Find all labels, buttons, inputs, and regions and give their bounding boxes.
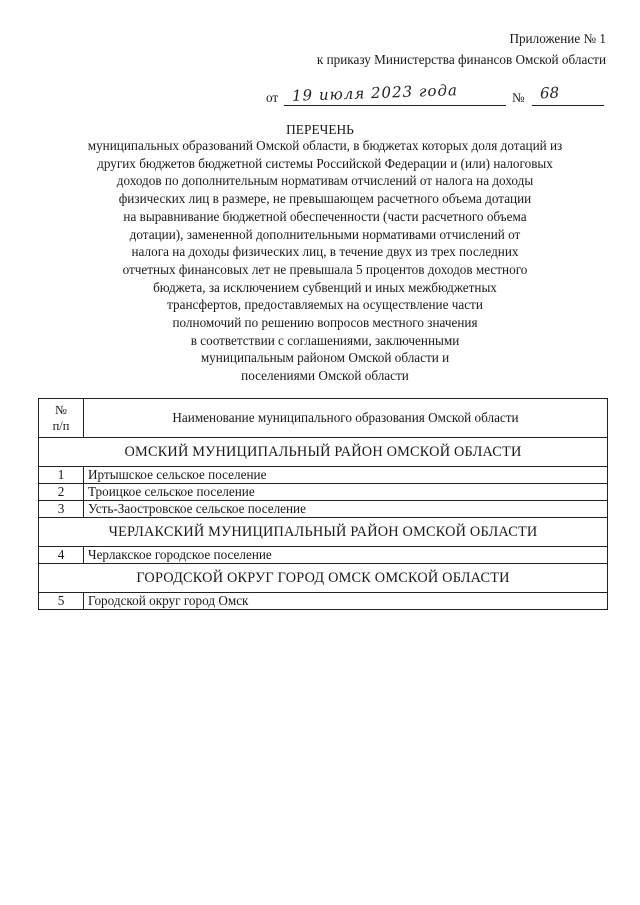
- order-date-prefix: от: [266, 90, 279, 105]
- heading-line: в соответствии с соглашениями, заключенными: [190, 332, 460, 348]
- header-number: [39, 399, 84, 438]
- group-title: ГОРОДСКОЙ ОКРУГ ГОРОД ОМСК ОМСКОЙ ОБЛАСТИ: [39, 564, 608, 593]
- document-title: ПЕРЕЧЕНЬ: [286, 122, 354, 137]
- table-row: [39, 547, 608, 564]
- document-heading: [30, 137, 620, 385]
- heading-line: трансфертов, предоставляемых на осуществление части: [167, 297, 483, 313]
- table-row: [39, 593, 608, 610]
- heading-line: налога на доходы физических лиц, в течение двух из трех последних: [131, 244, 519, 260]
- municipalities-table: [38, 398, 608, 610]
- header-name: Наименование муниципального образования Омской области: [84, 399, 608, 438]
- group-row: [39, 518, 608, 547]
- table-row: [39, 467, 608, 484]
- group-title: ОМСКИЙ МУНИЦИПАЛЬНЫЙ РАЙОН ОМСКОЙ ОБЛАСТИ: [39, 438, 608, 467]
- heading-line: на выравнивание бюджетной обеспеченности (части расчетного объема: [123, 208, 527, 224]
- group-row: [39, 564, 608, 593]
- municipality-name: Усть-Заостровское сельское поселение: [84, 501, 608, 518]
- table-row: [39, 501, 608, 518]
- group-row: [39, 438, 608, 467]
- heading-line: дотации), замененной дополнительными нормативами отчислений от: [129, 226, 521, 242]
- order-date-line: [266, 81, 606, 112]
- heading-line: муниципальных образований Омской области, в бюджетах которых доля дотаций из: [87, 138, 563, 153]
- row-number: 1: [39, 467, 84, 484]
- table-header-row: [39, 399, 608, 438]
- municipality-name: Троицкое сельское поселение: [84, 484, 608, 501]
- heading-line: физических лиц в размере, не превышающем расчетного объема дотации: [118, 191, 532, 207]
- handwritten-date: 19 июля 2023 года: [291, 81, 459, 105]
- row-number: 3: [39, 501, 84, 518]
- row-number: 2: [39, 484, 84, 501]
- municipality-name: Черлакское городское поселение: [84, 547, 608, 564]
- table-row: [39, 484, 608, 501]
- order-number-label: №: [512, 90, 525, 105]
- handwritten-number: 68: [539, 83, 560, 103]
- municipality-name: Городской округ город Омск: [84, 593, 608, 610]
- appendix-order-reference: к приказу Министерства финансов Омской области: [316, 52, 606, 67]
- date-underline: [284, 105, 506, 106]
- row-number: 4: [39, 547, 84, 564]
- municipality-name: Иртышское сельское поселение: [84, 467, 608, 484]
- heading-line: других бюджетов бюджетной системы Российской Федерации и (или) налоговых: [97, 155, 553, 171]
- heading-line: бюджета, за исключением субвенций и иных межбюджетных: [153, 279, 497, 295]
- heading-line: муниципальным районом Омской области и: [200, 350, 450, 366]
- number-underline: [532, 105, 604, 106]
- heading-line: поселениями Омской области: [241, 368, 409, 384]
- header-number-sign: №: [55, 403, 67, 417]
- header-number-abbr: п/п: [52, 419, 70, 433]
- heading-line: отчетных финансовых лет не превышала 5 процентов доходов местного: [122, 261, 528, 277]
- appendix-number: Приложение № 1: [509, 31, 606, 46]
- appendix-block: [246, 28, 606, 70]
- heading-line: доходов по дополнительным нормативам отчислений от налога на доходы: [116, 173, 534, 189]
- group-title: ЧЕРЛАКСКИЙ МУНИЦИПАЛЬНЫЙ РАЙОН ОМСКОЙ ОБЛАСТИ: [39, 518, 608, 547]
- row-number: 5: [39, 593, 84, 610]
- heading-line: полномочий по решению вопросов местного значения: [172, 315, 478, 331]
